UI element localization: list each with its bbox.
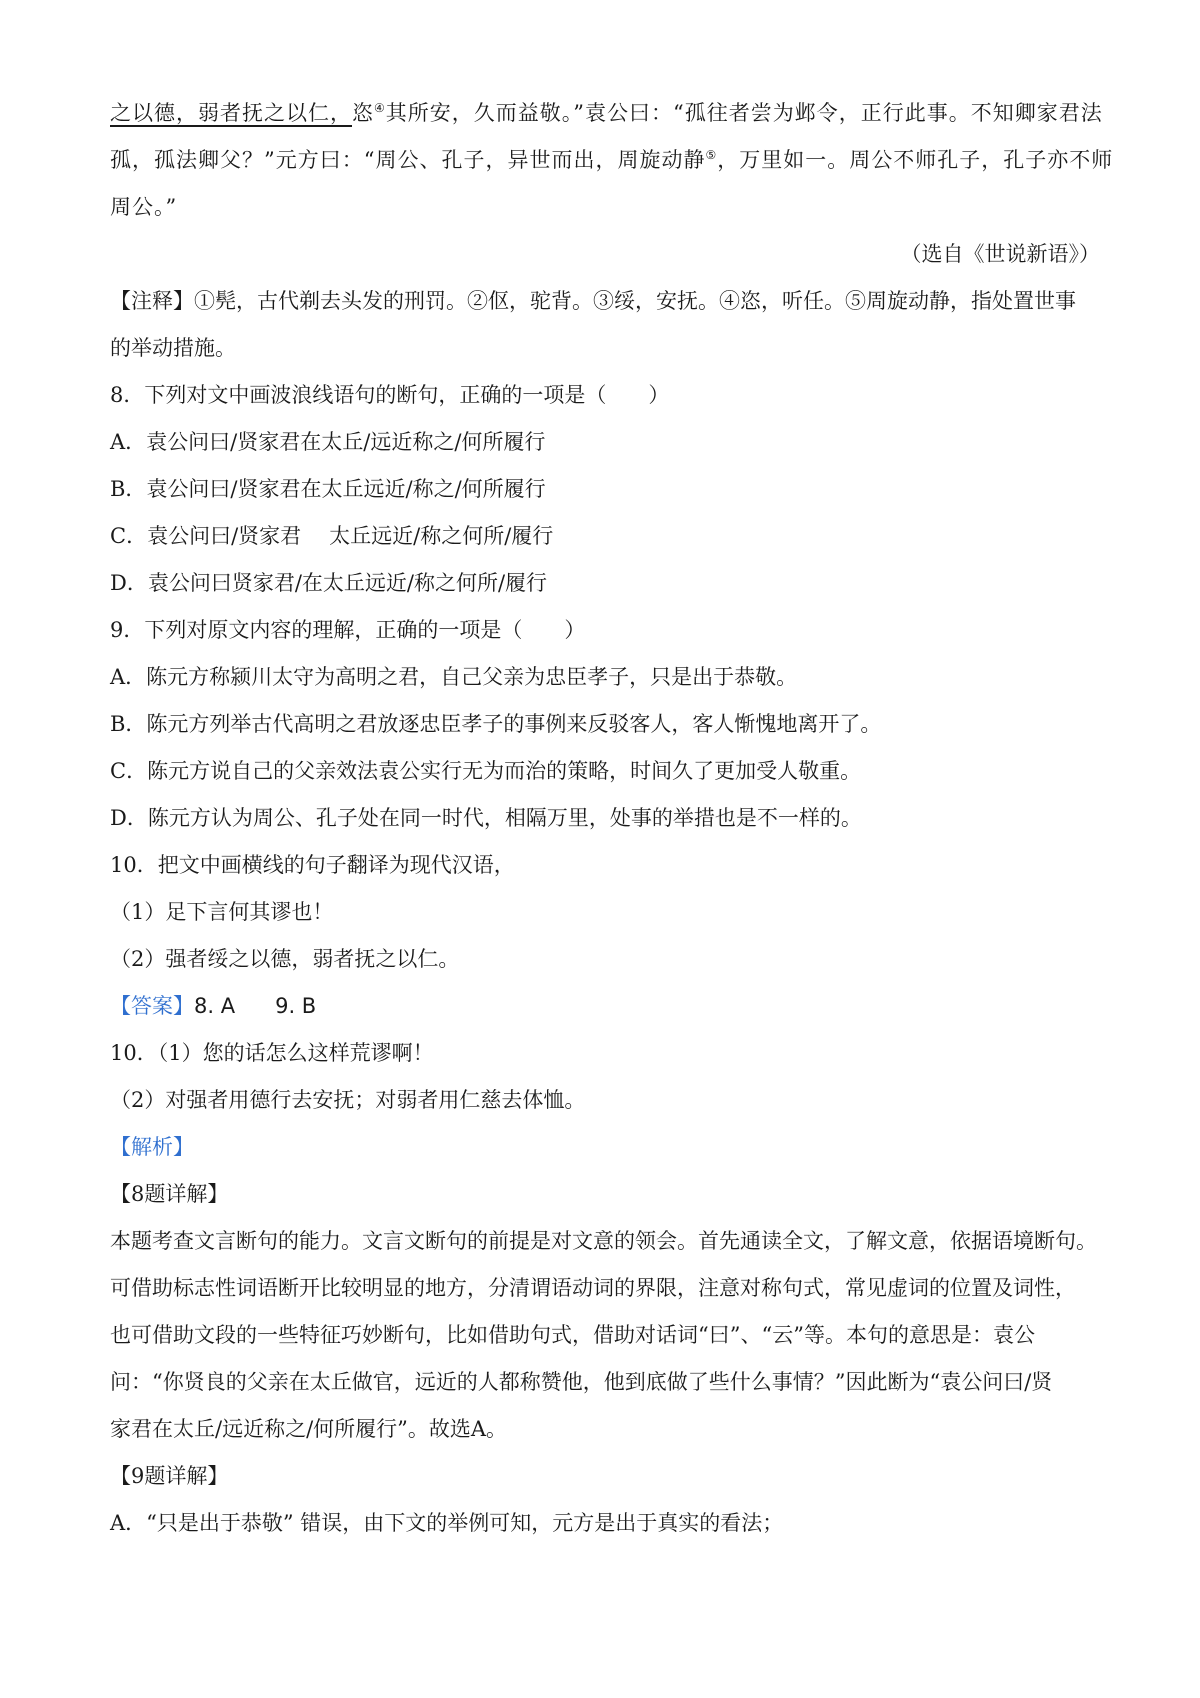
footnote-mark-4: ④ (374, 101, 386, 115)
analysis-8-line-5: 家君在太丘/远近称之/何所履行”。故选A。 (110, 1417, 508, 1441)
passage-line-3: 周公。” (110, 195, 178, 219)
underlined-sentence: 之以德，弱者抚之以仁， (110, 101, 352, 125)
question-10-sentence-2: （2）强者绥之以德，弱者抚之以仁。 (110, 947, 460, 971)
document-body (110, 90, 1114, 1547)
answer-8: 8. A (194, 994, 236, 1018)
analysis-8-line-2: 可借助标志性词语断开比较明显的地方，分清谓语动词的界限，注意对称句式，常见虚词的位置及词性， (110, 1276, 1076, 1300)
question-10-stem: 10．把文中画横线的句子翻译为现代汉语， (110, 853, 515, 877)
answer-10-1: 10．（1）您的话怎么这样荒谬啊！ (110, 1041, 434, 1065)
question-8-stem: 8．下列对文中画波浪线语句的断句，正确的一项是（ ） (110, 383, 670, 407)
analysis-label: 【解析】 (110, 1135, 194, 1159)
answer-10-2: （2）对强者用德行去安抚；对弱者用仁慈去体恤。 (110, 1088, 586, 1112)
analysis-8-line-3: 也可借助文段的一些特征巧妙断句，比如借助句式，借助对话词“曰”、“云”等。本句的意思是：袁公 (110, 1323, 1035, 1347)
analysis-9-heading: 【9题详解】 (110, 1464, 229, 1488)
question-9-stem: 9．下列对原文内容的理解，正确的一项是（ ） (110, 618, 586, 642)
analysis-8-line-1: 本题考查文言断句的能力。文言文断句的前提是对文意的领会。首先通读全文，了解文意，依据语境断句。 (110, 1229, 1097, 1253)
passage-line-1: 之以德，弱者抚之以仁，恣④其所安，久而益敬。”袁公曰：“孤往者尝为邺令，正行此事。不知卿家君法 (110, 101, 1103, 125)
passage-line-2: 孤，孤法卿父？”元方曰：“周公、孔子，异世而出，周旋动静⑤，万里如一。周公不师孔子，孔子亦不师 (110, 148, 1114, 172)
analysis-8-heading: 【8题详解】 (110, 1182, 229, 1206)
question-8-option-a: A．袁公问曰/贤家君在太丘/远近称之/何所履行 (110, 430, 546, 454)
question-10-sentence-1: （1）足下言何其谬也！ (110, 900, 334, 924)
notes-line-1: 【注释】①髡，古代剃去头发的刑罚。②伛，驼背。③绥，安抚。④恣，听任。⑤周旋动静，指处置世事 (110, 289, 1076, 313)
answer-line (110, 983, 1100, 1030)
question-8-option-d: D．袁公问曰贤家君/在太丘远近/称之何所/履行 (110, 571, 548, 595)
notes-line-2: 的举动措施。 (110, 336, 236, 360)
answer-9: 9. B (275, 994, 317, 1018)
question-8-option-b: B．袁公问曰/贤家君在太丘远近/称之/何所履行 (110, 477, 546, 501)
passage-source: （选自《世说新语》） (900, 242, 1100, 266)
footnote-mark-5: ⑤ (705, 148, 718, 162)
question-8-option-c: C．袁公问曰/贤家君 太丘远近/称之何所/履行 (110, 524, 554, 548)
analysis-9-option-a: A．“只是出于恭敬” 错误，由下文的举例可知，元方是出于真实的看法； (110, 1511, 784, 1535)
question-9-option-a: A．陈元方称颍川太守为高明之君，自己父亲为忠臣孝子，只是出于恭敬。 (110, 665, 798, 689)
question-9-option-b: B．陈元方列举古代高明之君放逐忠臣孝子的事例来反驳客人，客人惭愧地离开了。 (110, 712, 882, 736)
question-9-option-d: D．陈元方认为周公、孔子处在同一时代，相隔万里，处事的举措也是不一样的。 (110, 806, 862, 830)
answer-label: 【答案】 (110, 994, 194, 1018)
question-9-option-c: C．陈元方说自己的父亲效法袁公实行无为而治的策略，时间久了更加受人敬重。 (110, 759, 862, 783)
analysis-8-line-4: 问：“你贤良的父亲在太丘做官，远近的人都称赞他，他到底做了些什么事情？”因此断为“袁公问曰/贤 (110, 1370, 1053, 1394)
